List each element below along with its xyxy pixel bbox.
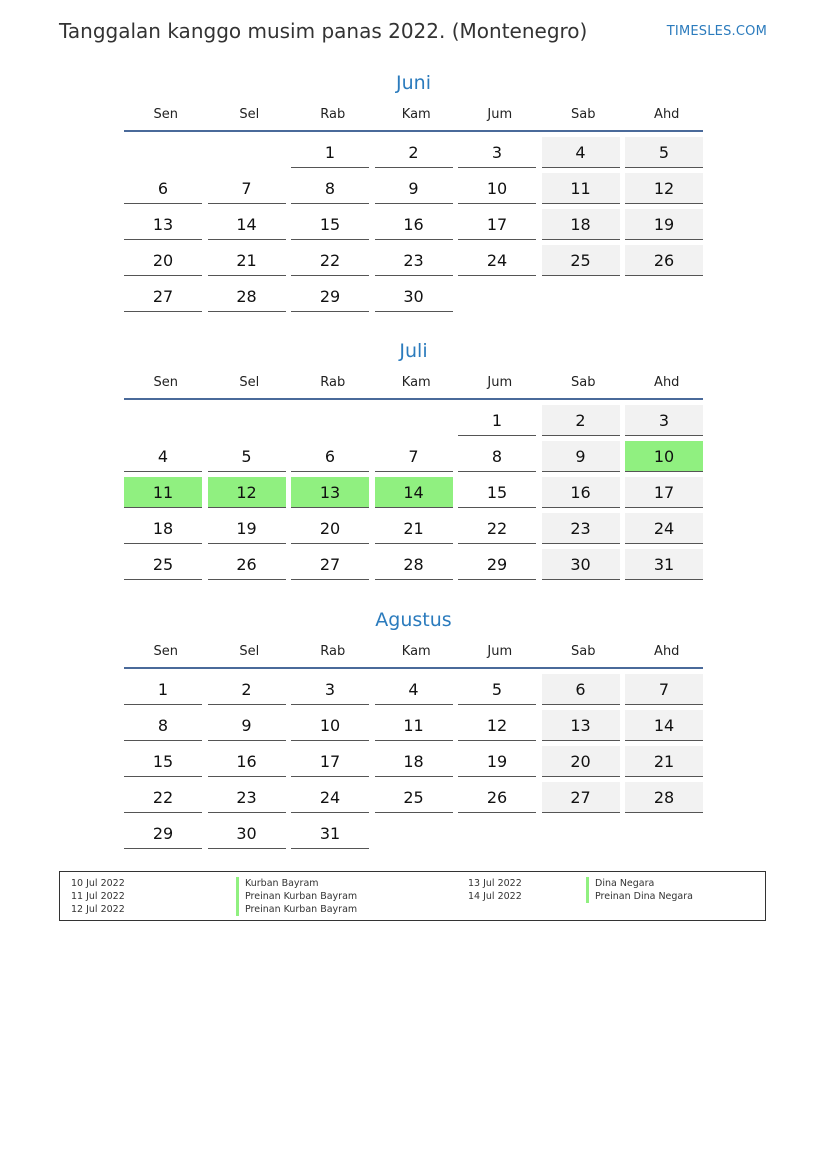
weekday-header (124, 643, 703, 669)
weekday-label: Ahd (654, 375, 680, 390)
weekday-label: Sen (153, 375, 178, 390)
day-cell: 9 (208, 710, 286, 741)
day-cell: 23 (208, 782, 286, 813)
day-cell: 5 (458, 674, 536, 705)
day-cell: 23 (375, 245, 453, 276)
day-cell: 29 (458, 549, 536, 580)
day-cell: 15 (124, 746, 202, 777)
day-cell: 23 (542, 513, 620, 544)
week-row (124, 405, 703, 441)
day-cell: 8 (124, 710, 202, 741)
empty-day-cell (625, 281, 703, 312)
weekday-label: Sen (153, 107, 178, 122)
week-row (124, 818, 703, 854)
day-cell: 3 (625, 405, 703, 436)
day-cell: 7 (375, 441, 453, 472)
empty-day-cell (625, 818, 703, 849)
day-cell: 26 (208, 549, 286, 580)
brand-link[interactable]: TIMESLES.COM (666, 24, 767, 39)
day-cell: 19 (458, 746, 536, 777)
day-cell: 30 (208, 818, 286, 849)
day-cell: 17 (625, 477, 703, 508)
day-cell: 25 (375, 782, 453, 813)
day-cell: 7 (208, 173, 286, 204)
legend-date: 10 Jul 2022 (71, 878, 125, 889)
day-cell: 30 (375, 281, 453, 312)
day-cell: 11 (375, 710, 453, 741)
legend-holiday-name: Preinan Kurban Bayram (236, 890, 357, 903)
weekday-header (124, 374, 703, 400)
empty-day-cell (458, 818, 536, 849)
day-cell: 10 (625, 441, 703, 472)
month-title: Agustus (375, 609, 452, 631)
weekday-label: Jum (487, 375, 513, 390)
weekday-label: Kam (401, 375, 431, 390)
day-cell: 9 (375, 173, 453, 204)
day-cell: 18 (124, 513, 202, 544)
day-cell: 12 (458, 710, 536, 741)
legend-holiday-name: Kurban Bayram (236, 877, 319, 890)
month-july (124, 336, 703, 585)
week-row (124, 209, 703, 245)
legend-date: 11 Jul 2022 (71, 891, 125, 902)
day-cell: 20 (542, 746, 620, 777)
week-row (124, 245, 703, 281)
day-cell: 14 (625, 710, 703, 741)
weekday-label: Rab (320, 644, 346, 659)
day-cell: 8 (458, 441, 536, 472)
day-cell: 12 (625, 173, 703, 204)
legend-holiday-name: Preinan Dina Negara (586, 890, 693, 903)
day-cell: 2 (375, 137, 453, 168)
day-cell: 2 (208, 674, 286, 705)
legend-item (60, 890, 760, 903)
empty-day-cell (208, 405, 286, 436)
empty-day-cell (375, 818, 453, 849)
month-title: Juni (396, 72, 431, 94)
day-cell: 31 (625, 549, 703, 580)
weekday-label: Jum (487, 644, 513, 659)
day-cell: 25 (124, 549, 202, 580)
legend-date: 13 Jul 2022 (468, 878, 522, 889)
day-cell: 21 (208, 245, 286, 276)
day-cell: 14 (208, 209, 286, 240)
week-row (124, 513, 703, 549)
legend-item (60, 903, 410, 916)
day-cell: 11 (124, 477, 202, 508)
week-row (124, 137, 703, 173)
weekday-label: Kam (401, 644, 431, 659)
legend-holiday-name: Preinan Kurban Bayram (236, 903, 357, 916)
week-row (124, 441, 703, 477)
day-cell: 18 (375, 746, 453, 777)
day-cell: 13 (542, 710, 620, 741)
day-cell: 1 (124, 674, 202, 705)
day-cell: 17 (458, 209, 536, 240)
day-cell: 24 (458, 245, 536, 276)
empty-day-cell (124, 137, 202, 168)
weekday-label: Sel (239, 644, 260, 659)
day-cell: 29 (291, 281, 369, 312)
day-cell: 22 (291, 245, 369, 276)
day-cell: 5 (625, 137, 703, 168)
day-cell: 29 (124, 818, 202, 849)
weekday-label: Rab (320, 107, 346, 122)
day-cell: 21 (375, 513, 453, 544)
day-cell: 12 (208, 477, 286, 508)
legend-item (60, 877, 760, 890)
day-cell: 28 (208, 281, 286, 312)
day-cell: 6 (124, 173, 202, 204)
legend-date: 14 Jul 2022 (468, 891, 522, 902)
day-cell: 28 (375, 549, 453, 580)
day-cell: 11 (542, 173, 620, 204)
weekday-label: Sen (153, 644, 178, 659)
day-cell: 22 (458, 513, 536, 544)
week-row (124, 477, 703, 513)
month-grid (124, 137, 703, 317)
empty-day-cell (124, 405, 202, 436)
month-grid (124, 674, 703, 854)
month-title: Juli (399, 340, 428, 362)
legend-date: 12 Jul 2022 (71, 904, 125, 915)
day-cell: 30 (542, 549, 620, 580)
day-cell: 10 (291, 710, 369, 741)
day-cell: 3 (458, 137, 536, 168)
week-row (124, 549, 703, 585)
month-june (124, 68, 703, 317)
holiday-legend (59, 871, 766, 921)
day-cell: 17 (291, 746, 369, 777)
day-cell: 14 (375, 477, 453, 508)
day-cell: 20 (124, 245, 202, 276)
day-cell: 6 (542, 674, 620, 705)
weekday-label: Sel (239, 107, 260, 122)
week-row (124, 281, 703, 317)
weekday-label: Ahd (654, 644, 680, 659)
weekday-label: Kam (401, 107, 431, 122)
day-cell: 24 (291, 782, 369, 813)
page-title: Tanggalan kanggo musim panas 2022. (Montenegro) (59, 19, 588, 43)
day-cell: 25 (542, 245, 620, 276)
day-cell: 4 (124, 441, 202, 472)
day-cell: 18 (542, 209, 620, 240)
day-cell: 13 (291, 477, 369, 508)
week-row (124, 173, 703, 209)
day-cell: 13 (124, 209, 202, 240)
week-row (124, 674, 703, 710)
day-cell: 27 (291, 549, 369, 580)
day-cell: 15 (458, 477, 536, 508)
weekday-label: Ahd (654, 107, 680, 122)
weekday-label: Sab (571, 375, 596, 390)
day-cell: 19 (208, 513, 286, 544)
empty-day-cell (542, 281, 620, 312)
empty-day-cell (375, 405, 453, 436)
day-cell: 26 (625, 245, 703, 276)
day-cell: 16 (208, 746, 286, 777)
day-cell: 28 (625, 782, 703, 813)
weekday-label: Sel (239, 375, 260, 390)
empty-day-cell (542, 818, 620, 849)
legend-holiday-name: Dina Negara (586, 877, 654, 890)
day-cell: 24 (625, 513, 703, 544)
empty-day-cell (208, 137, 286, 168)
weekday-label: Rab (320, 375, 346, 390)
empty-day-cell (291, 405, 369, 436)
weekday-header (124, 106, 703, 132)
day-cell: 1 (458, 405, 536, 436)
day-cell: 6 (291, 441, 369, 472)
day-cell: 3 (291, 674, 369, 705)
day-cell: 7 (625, 674, 703, 705)
day-cell: 16 (375, 209, 453, 240)
day-cell: 10 (458, 173, 536, 204)
month-grid (124, 405, 703, 585)
empty-day-cell (458, 281, 536, 312)
day-cell: 1 (291, 137, 369, 168)
day-cell: 16 (542, 477, 620, 508)
month-august (124, 605, 703, 854)
day-cell: 21 (625, 746, 703, 777)
week-row (124, 782, 703, 818)
day-cell: 19 (625, 209, 703, 240)
day-cell: 9 (542, 441, 620, 472)
day-cell: 15 (291, 209, 369, 240)
weekday-label: Sab (571, 107, 596, 122)
day-cell: 27 (542, 782, 620, 813)
day-cell: 20 (291, 513, 369, 544)
day-cell: 31 (291, 818, 369, 849)
day-cell: 8 (291, 173, 369, 204)
day-cell: 4 (542, 137, 620, 168)
day-cell: 5 (208, 441, 286, 472)
day-cell: 4 (375, 674, 453, 705)
weekday-label: Sab (571, 644, 596, 659)
day-cell: 22 (124, 782, 202, 813)
week-row (124, 746, 703, 782)
weekday-label: Jum (487, 107, 513, 122)
week-row (124, 710, 703, 746)
day-cell: 2 (542, 405, 620, 436)
day-cell: 27 (124, 281, 202, 312)
day-cell: 26 (458, 782, 536, 813)
